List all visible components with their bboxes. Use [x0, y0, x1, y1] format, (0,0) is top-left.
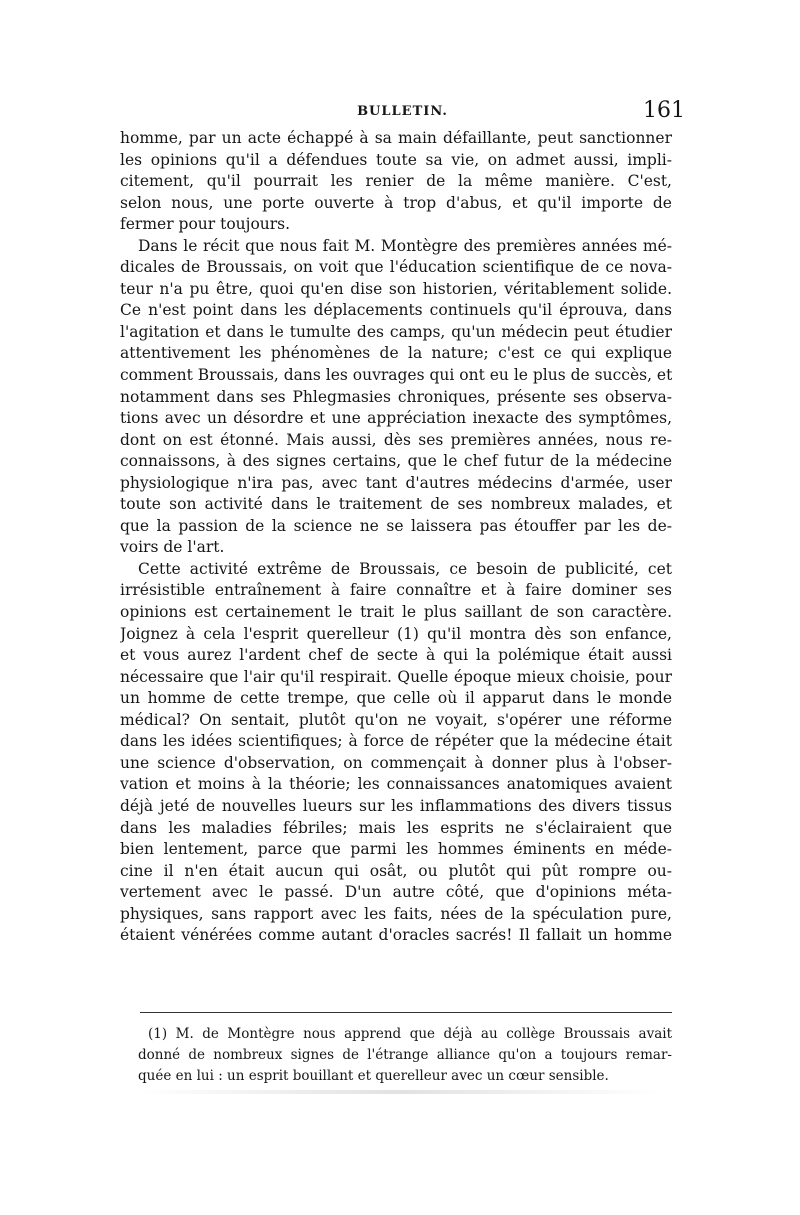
text-line: l'agitation et dans le tumulte des camps, qu'un médecin peut étudier: [120, 322, 672, 341]
text-line: bien lentement, parce que parmi les hommes éminents en méde-: [120, 840, 672, 859]
text-line: médical? On sentait, plutôt qu'on ne voyait, s'opérer une réforme: [120, 710, 672, 729]
footnotes: [138, 1024, 672, 1087]
text-line: opinions est certainement le trait le plus saillant de son caractère.: [120, 603, 672, 622]
text-line: toute son activité dans le traitement de ses nombreux malades, et: [120, 495, 672, 514]
print-show-through: [140, 1090, 660, 1094]
text-line: Dans le récit que nous fait M. Montègre des premières années mé-: [138, 236, 672, 255]
page-number: 161: [643, 98, 685, 123]
text-line: physiques, sans rapport avec les faits, nées de la spéculation pure,: [120, 904, 672, 923]
text-line: et vous aurez l'ardent chef de secte à qui la polémique était aussi: [120, 646, 672, 665]
text-line: dont on est étonné. Mais aussi, dès ses premières années, nous re-: [120, 430, 672, 449]
text-line: vation et moins à la théorie; les connaissances anatomiques avaient: [120, 775, 672, 794]
text-line: les opinions qu'il a défendues toute sa vie, on admet aussi, impli-: [120, 150, 672, 169]
text-line: dicales de Broussais, on voit que l'éducation scientifique de ce nova-: [120, 258, 672, 277]
text-line: comment Broussais, dans les ouvrages qui ont eu le plus de succès, et: [120, 366, 672, 385]
text-line: cine il n'en était aucun qui osât, ou plutôt qui pût rompre ou-: [120, 861, 672, 880]
text-line: dans les idées scientifiques; à force de répéter que la médecine était: [120, 732, 672, 751]
footnote-line: (1) M. de Montègre nous apprend que déjà au collège Broussais avait: [148, 1026, 672, 1042]
text-line: déjà jeté de nouvelles lueurs sur les inflammations des divers tissus: [120, 796, 672, 815]
body-text: [120, 128, 672, 947]
text-line: étaient vénérées comme autant d'oracles sacrés! Il fallait un homme: [120, 926, 672, 945]
footnote-line: quée en lui : un esprit bouillant et querelleur avec un cœur sensible.: [138, 1068, 609, 1084]
footnote-rule: [140, 1012, 672, 1013]
text-line: vertement avec le passé. D'un autre côté, que d'opinions méta-: [120, 883, 672, 902]
text-line: citement, qu'il pourrait les renier de la même manière. C'est,: [120, 172, 672, 191]
text-line: Joignez à cela l'esprit querelleur (1) qu'il montra dès son enfance,: [120, 624, 672, 643]
text-line: nécessaire que l'air qu'il respirait. Quelle époque mieux choisie, pour: [120, 667, 672, 686]
text-line: selon nous, une porte ouverte à trop d'abus, et qu'il importe de: [120, 193, 672, 212]
text-line: teur n'a pu être, quoi qu'en dise son historien, véritablement solide.: [120, 279, 672, 298]
text-line: tions avec un désordre et une appréciation inexacte des symptômes,: [120, 409, 672, 428]
text-line: dans les maladies fébriles; mais les esprits ne s'éclairaient que: [120, 818, 672, 837]
footnote-line: donné de nombreux signes de l'étrange alliance qu'on a toujours remar-: [138, 1047, 672, 1063]
text-line: Cette activité extrême de Broussais, ce besoin de publicité, cet: [138, 559, 672, 578]
text-line: que la passion de la science ne se laissera pas étouffer par les de-: [120, 516, 672, 535]
page-header: [120, 98, 685, 126]
text-line: attentivement les phénomènes de la nature; c'est ce qui explique: [120, 344, 672, 363]
text-line: connaissons, à des signes certains, que le chef futur de la médecine: [120, 452, 672, 471]
text-line: un homme de cette trempe, que celle où il apparut dans le monde: [120, 689, 672, 708]
text-line: homme, par un acte échappé à sa main défaillante, peut sanctionner: [120, 129, 672, 147]
text-line: une science d'observation, on commençait à donner plus à l'obser-: [120, 753, 672, 772]
text-line: Ce n'est point dans les déplacements continuels qu'il éprouva, dans: [120, 301, 672, 320]
text-line: voirs de l'art.: [120, 538, 225, 557]
text-line: notamment dans ses Phlegmasies chroniques, présente ses observa-: [120, 387, 672, 406]
running-head: BULLETIN.: [357, 104, 448, 119]
text-line: fermer pour toujours.: [120, 215, 291, 234]
text-line: irrésistible entraînement à faire connaître et à faire dominer ses: [120, 581, 672, 600]
text-line: physiologique n'ira pas, avec tant d'autres médecins d'armée, user: [120, 473, 672, 492]
